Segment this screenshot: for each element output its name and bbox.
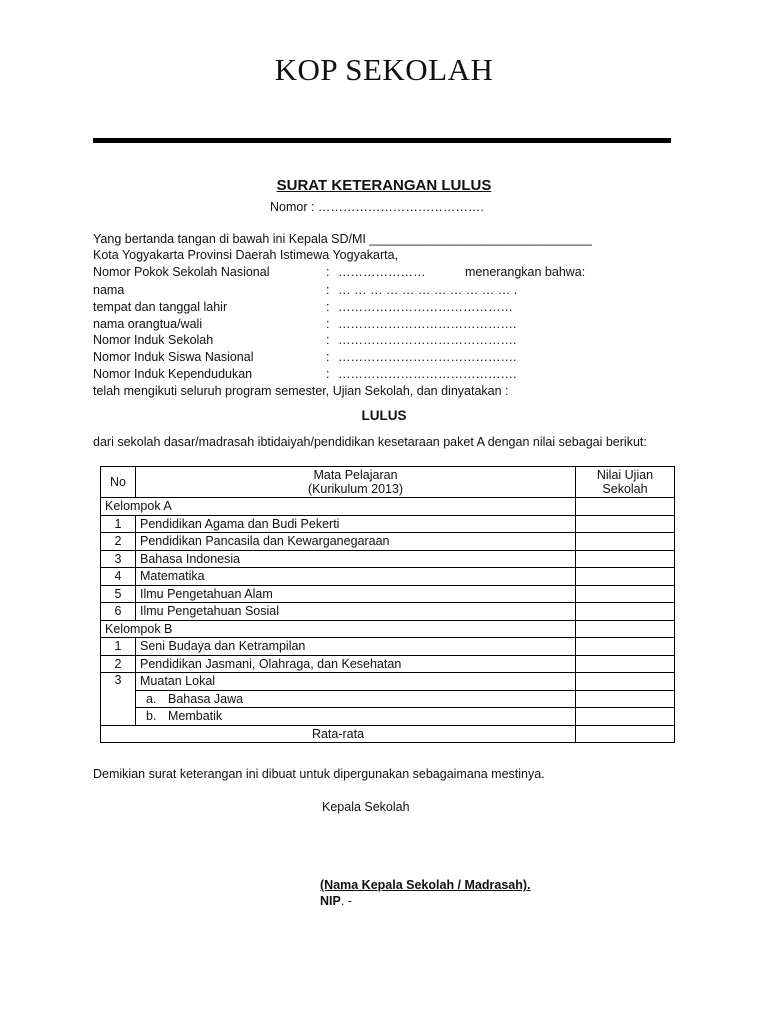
subject-cell: Pendidikan Pancasila dan Kewarganegaraan [136, 533, 576, 551]
table-row [101, 568, 675, 586]
sub-subject-cell: Membatik [164, 708, 576, 726]
table-row [101, 655, 675, 673]
table-row [101, 515, 675, 533]
field-value-ttl: …………………………………… [338, 300, 513, 314]
row-number: 2 [101, 655, 136, 673]
score-cell [576, 498, 675, 516]
average-label: Rata-rata [101, 725, 576, 743]
subject-cell: Muatan Lokal [136, 673, 576, 691]
header-no: No [101, 467, 136, 498]
average-score-cell [576, 725, 675, 743]
signature-name: (Nama Kepala Sekolah / Madrasah). [320, 878, 531, 892]
row-number: 5 [101, 585, 136, 603]
header-subject-line1: Mata Pelajaran [313, 468, 398, 482]
table-row [101, 550, 675, 568]
subject-cell: Pendidikan Jasmani, Olahraga, dan Kesehatan [136, 655, 576, 673]
field-label-nis: Nomor Induk Sekolah [93, 333, 214, 347]
field-colon: : [326, 350, 330, 364]
subject-cell: Matematika [136, 568, 576, 586]
npsn-value: ………………… [338, 265, 426, 279]
field-value-nama: … … … … … … … … … … … . [338, 283, 518, 297]
subject-cell: Seni Budaya dan Ketrampilan [136, 638, 576, 656]
signature-role: Kepala Sekolah [322, 800, 410, 814]
score-cell [576, 585, 675, 603]
group-row [101, 498, 675, 516]
field-colon: : [326, 283, 330, 297]
header-subject-line2: (Kurikulum 2013) [307, 482, 404, 496]
npsn-label: Nomor Pokok Sekolah Nasional [93, 265, 270, 279]
nip-value: . - [340, 894, 352, 908]
grades-intro: dari sekolah dasar/madrasah ibtidaiyah/pendidikan kesetaraan paket A dengan nilai sebagai berikut: [93, 435, 647, 449]
field-value-orangtua: ……………………………………. [338, 317, 517, 331]
field-label-nik: Nomor Induk Kependudukan [93, 367, 253, 381]
grades-table [100, 466, 675, 743]
npsn-colon: : [326, 265, 330, 279]
score-cell [576, 533, 675, 551]
table-header-row [101, 467, 675, 498]
score-cell [576, 550, 675, 568]
score-cell [576, 515, 675, 533]
field-colon: : [326, 300, 330, 314]
field-colon: : [326, 333, 330, 347]
table-subrow [101, 708, 675, 726]
score-cell [576, 620, 675, 638]
table-subrow [101, 690, 675, 708]
signature-nip [320, 894, 352, 908]
row-number: 3 [101, 673, 136, 726]
nip-label: NIP [320, 894, 341, 908]
subject-cell: Pendidikan Agama dan Budi Pekerti [136, 515, 576, 533]
intro-line-1: Yang bertanda tangan di bawah ini Kepala SD/MI ________________________________ [93, 232, 592, 246]
field-colon: : [326, 367, 330, 381]
score-cell [576, 690, 675, 708]
table-row [101, 603, 675, 621]
field-value-nisn: ……………………………………. [338, 350, 517, 364]
row-number: 4 [101, 568, 136, 586]
header-score-line2: Sekolah [602, 482, 648, 496]
table-row [101, 638, 675, 656]
header-score [576, 467, 675, 498]
group-a-label: Kelompok A [101, 498, 576, 516]
score-cell [576, 655, 675, 673]
field-label-nama: nama [93, 283, 125, 297]
row-number: 6 [101, 603, 136, 621]
group-row [101, 620, 675, 638]
field-value-nis: ……………………………………. [338, 333, 517, 347]
field-value-nik: ……………………………………. [338, 367, 517, 381]
table-row [101, 585, 675, 603]
sub-letter: a. [136, 690, 165, 708]
row-number: 1 [101, 515, 136, 533]
average-row [101, 725, 675, 743]
menerangkan-text: menerangkan bahwa: [465, 265, 586, 279]
field-colon: : [326, 317, 330, 331]
score-cell [576, 568, 675, 586]
row-number: 3 [101, 550, 136, 568]
score-cell [576, 638, 675, 656]
result-status: LULUS [361, 408, 407, 423]
subject-cell: Bahasa Indonesia [136, 550, 576, 568]
table-row [101, 673, 675, 691]
document-title: SURAT KETERANGAN LULUS [276, 177, 492, 194]
intro-line-2: Kota Yogyakarta Provinsi Daerah Istimewa Yogyakarta, [93, 248, 399, 262]
score-cell [576, 673, 675, 691]
subject-cell: Ilmu Pengetahuan Sosial [136, 603, 576, 621]
letterhead-divider [93, 138, 671, 143]
field-label-ttl: tempat dan tanggal lahir [93, 300, 228, 314]
letterhead-title: KOP SEKOLAH [274, 52, 494, 87]
row-number: 1 [101, 638, 136, 656]
table-row [101, 533, 675, 551]
score-cell [576, 708, 675, 726]
group-b-label: Kelompok B [101, 620, 576, 638]
sub-subject-cell: Bahasa Jawa [164, 690, 576, 708]
statement-text: telah mengikuti seluruh program semester, Ujian Sekolah, dan dinyatakan : [93, 384, 509, 398]
closing-text: Demikian surat keterangan ini dibuat untuk dipergunakan sebagaimana mestinya. [93, 767, 545, 781]
row-number: 2 [101, 533, 136, 551]
document-number: Nomor : …………………………………. [270, 200, 484, 214]
subject-cell: Ilmu Pengetahuan Alam [136, 585, 576, 603]
header-score-line1: Nilai Ujian [596, 468, 654, 482]
field-label-nisn: Nomor Induk Siswa Nasional [93, 350, 254, 364]
score-cell [576, 603, 675, 621]
header-subject [136, 467, 576, 498]
sub-letter: b. [136, 708, 165, 726]
field-label-orangtua: nama orangtua/wali [93, 317, 203, 331]
